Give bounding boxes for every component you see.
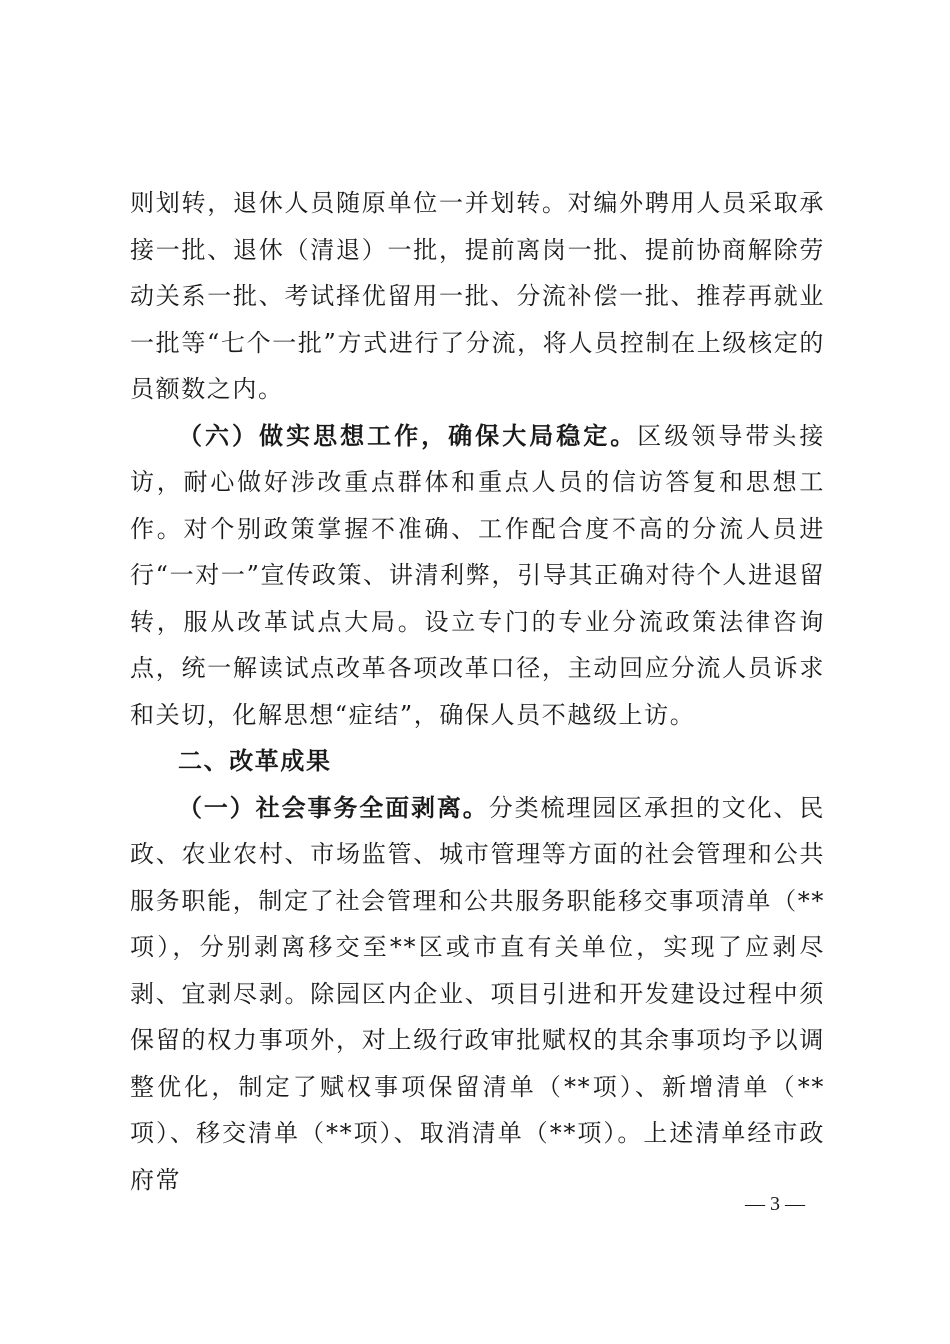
section-1-text: 分类梳理园区承担的文化、民政、农业农村、市场监管、城市管理等方面的社会管理和公共服务职能，制定了社会管理和公共服务职能移交事项清单（**项），分别剥离移交至**区或市直有关单位，实现了应剥尽剥、宜剥尽剥。除园区内企业、项目引进和开发建设过程中须保留的权力事项外，对上级行政审批赋权的其余事项均予以调整优化，制定了赋权事项保留清单（**项）、新增清单（**项）、移交清单（**项）、取消清单（**项）。上述清单经市政府常 (130, 793, 825, 1194)
section-6-text: 区级领导带头接访，耐心做好涉改重点群体和重点人员的信访答复和思想工作。对个别政策掌握不准确、工作配合度不高的分流人员进行“一对一”宣传政策、讲清利弊，引导其正确对待个人进退留转，服从改革试点大局。设立专门的专业分流政策法律咨询点，统一解读试点改革各项改革口径，主动回应分流人员诉求和关切，化解思想“症结”，确保人员不越级上访。 (130, 421, 825, 729)
section-6-title: （六）做实思想工作，确保大局稳定。 (178, 420, 638, 450)
heading-reform-results: 二、改革成果 (178, 747, 332, 775)
paragraph-section-6 (130, 413, 825, 739)
body-text (130, 180, 825, 1203)
paragraph-section-1 (130, 785, 825, 1204)
paragraph-text: 则划转，退休人员随原单位一并划转。对编外聘用人员采取承接一批、退休（清退）一批，提前离岗一批、提前协商解除劳动关系一批、考试择优留用一批、分流补偿一批、推荐再就业一批等“七个一批”方式进行了分流，将人员控制在上级核定的员额数之内。 (130, 189, 825, 403)
page-number: — 3 — (745, 1193, 805, 1215)
section-1-title: （一）社会事务全面剥离。 (178, 792, 489, 822)
paragraph-continuation (130, 180, 825, 413)
